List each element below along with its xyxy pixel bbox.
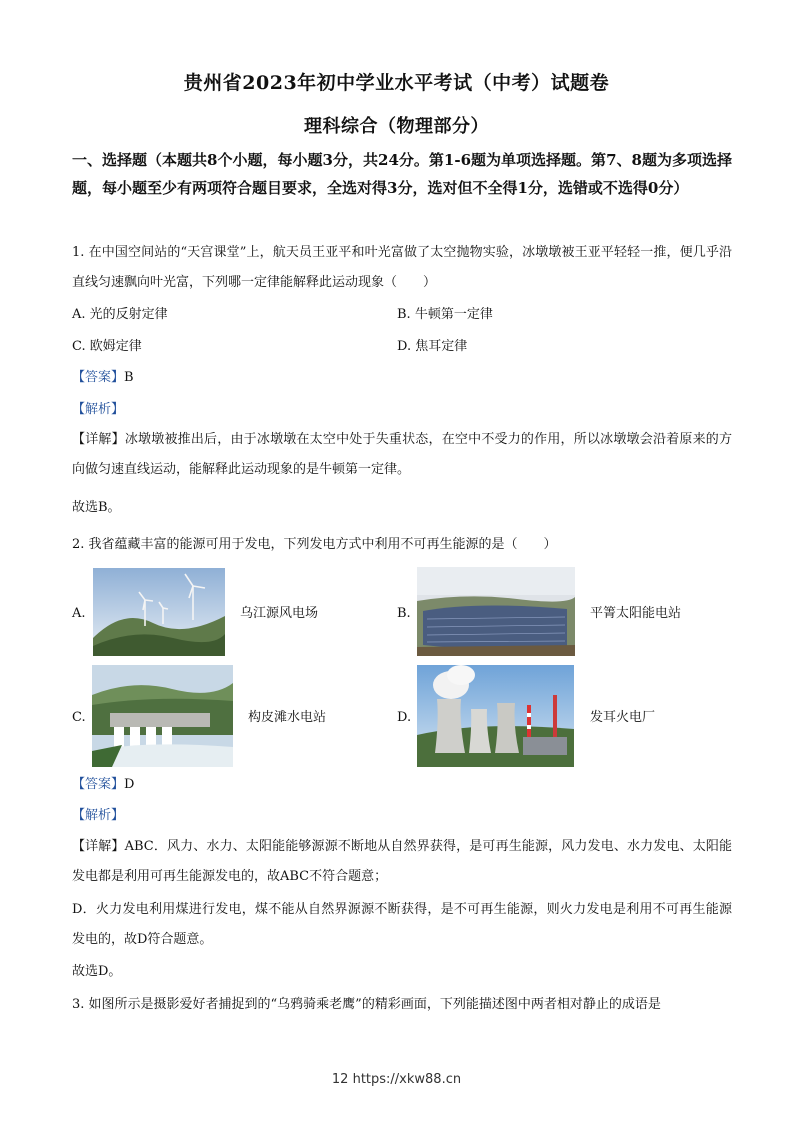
section-heading: 一、选择题（本题共8个小题，每小题3分，共24分。第1-6题为单项选择题。第7、8题为多项选择题，每小题至少有两项符合题目要求，全选对得3分，选对但不全得1分，选错或不选得0分） <box>72 151 732 197</box>
q2-analysis-tag: 【解析】 <box>72 808 125 823</box>
q1-detail <box>72 425 732 485</box>
answer-tag: 【答案】 <box>72 370 125 385</box>
q2-option-d-label: 发耳火电厂 <box>590 710 656 725</box>
detail-tag: 【详解】 <box>72 432 125 447</box>
q2-conclusion: 故选D。 <box>72 964 122 979</box>
hydro-station-photo <box>92 665 233 767</box>
page-title: 贵州省2023年初中学业水平考试（中考）试题卷 <box>183 72 610 94</box>
q1-option-c: C. 欧姆定律 <box>72 339 142 354</box>
wind-farm-photo <box>93 568 225 656</box>
q1-detail-text: 冰墩墩被推出后，由于冰墩墩在太空中处于失重状态，在空中不受力的作用，所以冰墩墩会沿着原来的方向做匀速直线运动，能解释此运动现象的是牛顿第一定律。 <box>72 432 732 477</box>
q1-analysis-tag: 【解析】 <box>72 402 125 417</box>
q2-option-c-label: 构皮滩水电站 <box>248 710 327 725</box>
q2-option-a-label: 乌江源风电场 <box>240 606 319 621</box>
q2-option-c-letter: C. <box>72 710 86 725</box>
q2-detail-1 <box>72 832 732 892</box>
q1-option-d: D. 焦耳定律 <box>397 339 468 354</box>
q2-stem: 2. 我省蕴藏丰富的能源可用于发电，下列发电方式中利用不可再生能源的是（ ） <box>72 537 557 552</box>
q2-answer-value: D <box>124 777 135 792</box>
q2-answer <box>72 775 134 795</box>
answer-tag: 【答案】 <box>72 777 125 792</box>
page-footer: 12 https://xkw88.cn <box>331 1072 462 1087</box>
q2-option-a-letter: A. <box>72 606 86 621</box>
solar-farm-photo <box>417 567 575 656</box>
q1-answer <box>72 368 134 388</box>
q1-option-a: A. 光的反射定律 <box>72 307 168 322</box>
detail-tag: 【详解】 <box>72 839 125 854</box>
q1-option-b: B. 牛顿第一定律 <box>397 307 493 322</box>
q2-detail-text-1: ABC．风力、水力、太阳能能够源源不断地从自然界获得，是可再生能源，风力发电、水力发电、太阳能发电都是利用可再生能源发电的，故ABC不符合题意； <box>72 839 732 884</box>
thermal-plant-photo <box>417 665 574 767</box>
q1-stem: 1. 在中国空间站的“天宫课堂”上，航天员王亚平和叶光富做了太空抛物实验，冰墩墩被王亚平轻轻一推，便几乎沿直线匀速飘向叶光富，下列哪一定律能解释此运动现象（ ） <box>72 245 732 290</box>
page-subtitle: 理科综合（物理部分） <box>304 116 489 137</box>
q2-detail-2: D．火力发电利用煤进行发电，煤不能从自然界源源不断获得，是不可再生能源，则火力发电是利用不可再生能源发电的，故D符合题意。 <box>72 902 732 947</box>
q2-option-b-letter: B. <box>397 606 411 621</box>
q1-conclusion: 故选B。 <box>72 500 121 515</box>
q2-option-d-letter: D. <box>397 710 412 725</box>
q1-answer-value: B <box>124 370 134 385</box>
q2-option-b-label: 平箐太阳能电站 <box>590 606 682 621</box>
q3-stem: 3. 如图所示是摄影爱好者捕捉到的“乌鸦骑乘老鹰”的精彩画面，下列能描述图中两者相对静止的成语是 <box>72 997 661 1012</box>
